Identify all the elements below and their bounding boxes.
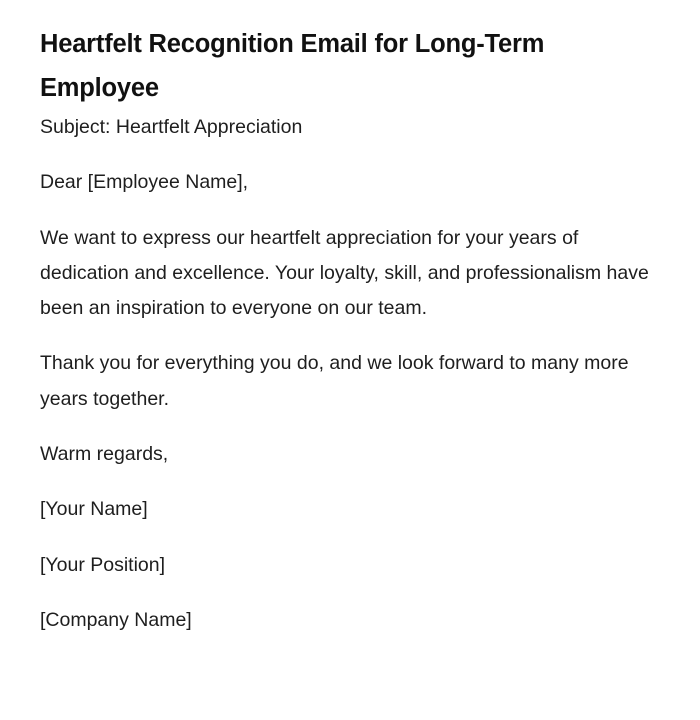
email-closing: Warm regards,: [40, 443, 169, 466]
signature-name: [Your Name]: [40, 498, 148, 521]
email-greeting: Dear [Employee Name],: [40, 171, 249, 194]
email-body-paragraph-1: We want to express our heartfelt appreciation for your years of dedication and excellence. Your loyalty, skill, and professionalism have been an inspiration to everyone on our team.: [40, 226, 649, 320]
email-body-paragraph-2: Thank you for everything you do, and we look forward to many more years together.: [40, 352, 629, 410]
document-title: Heartfelt Recognition Email for Long-Term Employee: [40, 30, 545, 102]
email-subject: Subject: Heartfelt Appreciation: [40, 116, 303, 138]
signature-position: [Your Position]: [40, 553, 166, 576]
signature-company: [Company Name]: [40, 608, 192, 631]
